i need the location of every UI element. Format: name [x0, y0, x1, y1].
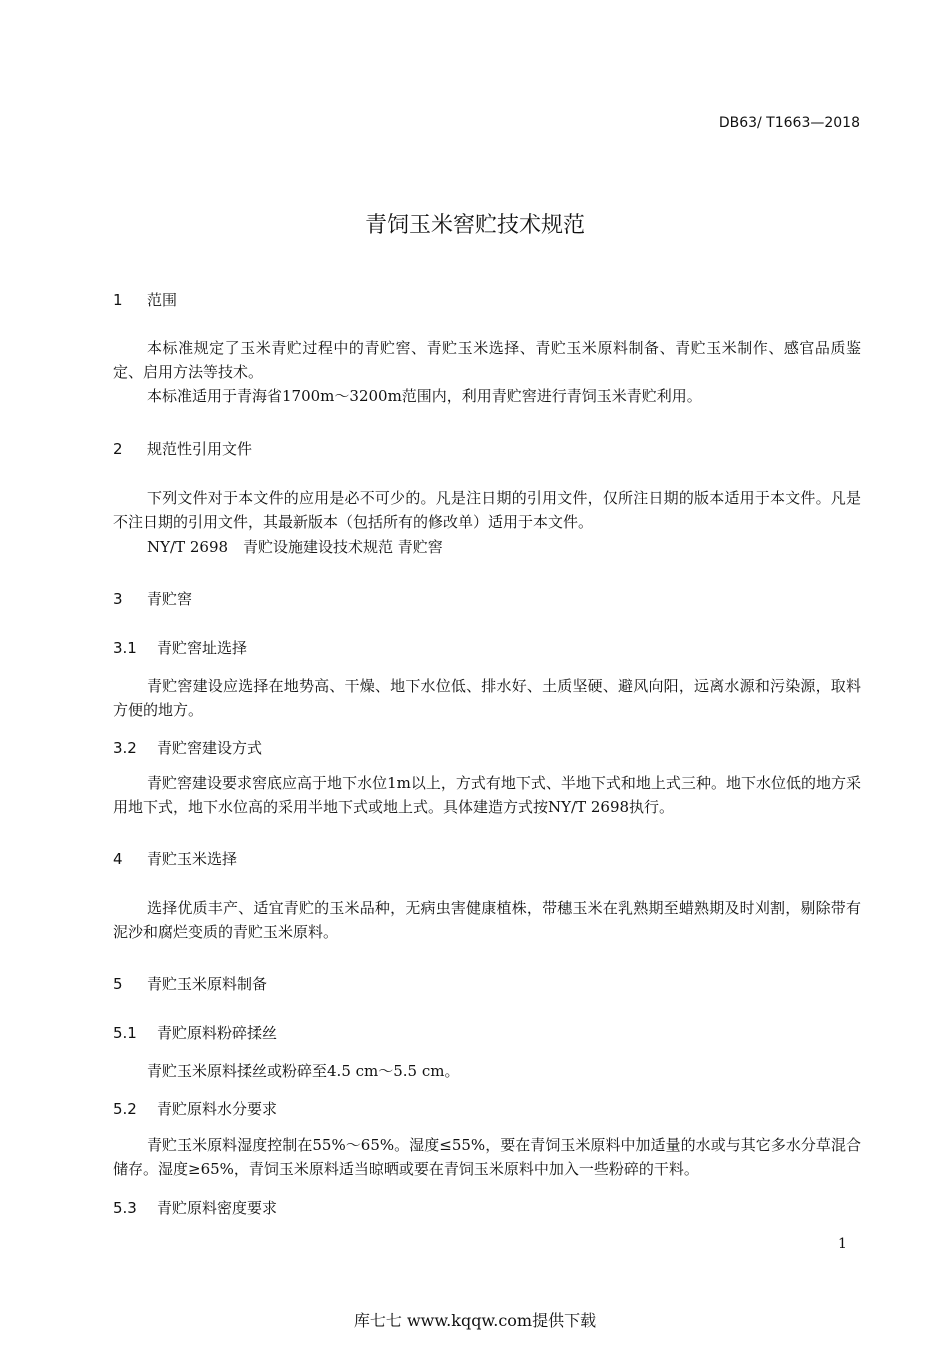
- section-title: 规范性引用文件: [147, 440, 253, 458]
- section-number: 2: [113, 440, 123, 458]
- paragraph: 青贮玉米原料揉丝或粉碎至4.5 cm～5.5 cm。: [147, 1062, 460, 1080]
- paragraph: 本标准规定了玉米青贮过程中的青贮窖、青贮玉米选择、青贮玉米原料制备、青贮玉米制作、感官品质鉴定、启用方法等技术。: [113, 339, 861, 381]
- reference-item: NY/T 2698 青贮设施建设技术规范 青贮窖: [147, 538, 443, 556]
- section-heading-1: [113, 289, 177, 310]
- subsection-heading-5-1: [113, 1022, 277, 1043]
- section-number: 4: [113, 850, 123, 868]
- subsection-heading-5-2: [113, 1098, 277, 1119]
- section-heading-5: [113, 973, 267, 994]
- document-title: 青饲玉米窖贮技术规范: [364, 213, 585, 238]
- paragraph: 本标准适用于青海省1700m～3200m范围内，利用青贮窖进行青饲玉米青贮利用。: [147, 387, 702, 405]
- paragraph: 青贮窖建设要求窖底应高于地下水位1m以上，方式有地下式、半地下式和地上式三种。地下水位低的地方采用地下式，地下水位高的采用半地下式或地上式。具体建造方式按NY/T 2698执行。: [113, 774, 861, 816]
- section-title: 青贮窖: [147, 590, 193, 608]
- paragraph: 青贮窖建设应选择在地势高、干燥、地下水位低、排水好、土质坚硬、避风向阳，远离水源和污染源，取料方便的地方。: [113, 677, 861, 719]
- standard-code: DB63/ T1663—2018: [718, 115, 860, 131]
- section-heading-2: [113, 438, 252, 459]
- section-number: 5.2: [113, 1100, 137, 1118]
- subsection-heading-3-1: [113, 637, 247, 658]
- footer-watermark: 库七七 www.kqqw.com提供下载: [353, 1311, 597, 1330]
- section-number: 3.1: [113, 639, 137, 657]
- section-number: 5.1: [113, 1024, 137, 1042]
- page-number: 1: [838, 1236, 847, 1252]
- section-title: 青贮原料水分要求: [157, 1100, 278, 1118]
- section-title: 青贮窖建设方式: [157, 739, 263, 757]
- section-title: 青贮原料密度要求: [157, 1199, 278, 1217]
- subsection-heading-5-3: [113, 1197, 277, 1218]
- paragraph: 选择优质丰产、适宜青贮的玉米品种，无病虫害健康植株，带穗玉米在乳熟期至蜡熟期及时刈割，剔除带有泥沙和腐烂变质的青贮玉米原料。: [113, 899, 861, 941]
- section-title: 青贮玉米原料制备: [147, 975, 268, 993]
- section-number: 5: [113, 975, 123, 993]
- section-title: 青贮玉米选择: [147, 850, 238, 868]
- paragraph: 下列文件对于本文件的应用是必不可少的。凡是注日期的引用文件，仅所注日期的版本适用于本文件。凡是不注日期的引用文件，其最新版本（包括所有的修改单）适用于本文件。: [113, 489, 861, 531]
- subsection-heading-3-2: [113, 737, 262, 758]
- section-title: 范围: [147, 291, 178, 309]
- section-title: 青贮窖址选择: [157, 639, 248, 657]
- section-number: 3: [113, 590, 123, 608]
- section-heading-4: [113, 848, 237, 869]
- section-title: 青贮原料粉碎揉丝: [157, 1024, 278, 1042]
- section-number: 5.3: [113, 1199, 137, 1217]
- section-heading-3: [113, 588, 192, 609]
- section-number: 3.2: [113, 739, 137, 757]
- paragraph: 青贮玉米原料湿度控制在55%～65%。湿度≤55%，要在青饲玉米原料中加适量的水或与其它多水分草混合储存。湿度≥65%，青饲玉米原料适当晾晒或要在青饲玉米原料中加入一些粉碎的干料。: [113, 1136, 861, 1178]
- section-number: 1: [113, 291, 123, 309]
